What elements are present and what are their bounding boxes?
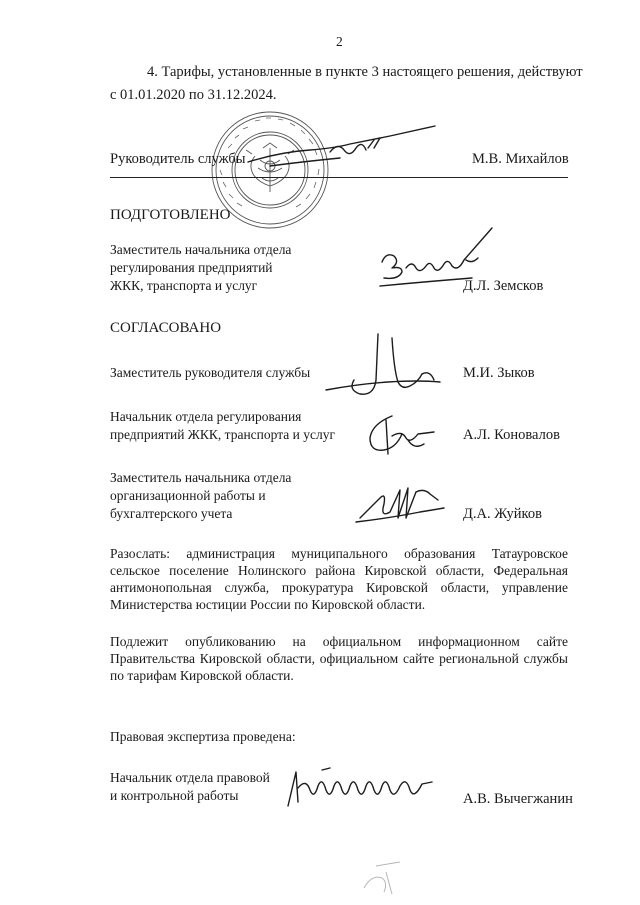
agreed-signer-1-position: Заместитель руководителя службы xyxy=(110,365,311,380)
legal-review-position-line-2: и контрольной работы xyxy=(110,788,239,803)
agreed-signer-1-signature xyxy=(318,330,448,405)
legal-review-position-line-1: Начальник отдела правовой xyxy=(110,770,270,785)
agreed-signer-3-position-line-2: организационной работы и xyxy=(110,488,266,503)
clause-4-line-2: с 01.01.2020 по 31.12.2024. xyxy=(110,87,277,103)
publication-notice: Подлежит опубликованию на официальном информационном сайте Правительства Кировской области, официальном сайте региональной службы по тарифам Кировской области. xyxy=(110,634,568,683)
prepared-position-line-3: ЖКК, транспорта и услуг xyxy=(110,278,258,293)
agreed-signer-2-signature xyxy=(362,410,442,460)
faint-ink-mark xyxy=(356,858,406,898)
clause-4-line-1: 4. Тарифы, установленные в пункте 3 настоящего решения, действуют xyxy=(147,64,583,80)
agreed-signer-3-signature xyxy=(350,478,450,528)
prepared-name: Д.Л. Земсков xyxy=(463,278,544,294)
prepared-position-line-2: регулирования предприятий xyxy=(110,260,273,275)
distribution-list: Разослать: администрация муниципального образования Татауровское сельское поселение Нолинского района Кировской области, Федеральная антимонопольная служба, прокуратура Кировской области, управление Министерства юстиции России по Кировской области. xyxy=(110,546,568,612)
agreed-signer-3-name: Д.А. Жуйков xyxy=(463,506,542,522)
head-position: Руководитель службы xyxy=(110,151,246,167)
legal-review-signature xyxy=(282,762,442,812)
legal-review-name: А.В. Вычегжанин xyxy=(463,791,573,807)
head-name: М.В. Михайлов xyxy=(472,151,569,167)
divider-line xyxy=(110,177,568,178)
agreed-signer-3-position-line-1: Заместитель начальника отдела xyxy=(110,470,292,485)
head-signature xyxy=(240,122,440,192)
agreed-signer-1-name: М.И. Зыков xyxy=(463,365,535,381)
page-number: 2 xyxy=(336,34,343,49)
agreed-signer-2-position-line-2: предприятий ЖКК, транспорта и услуг xyxy=(110,427,336,442)
prepared-position-line-1: Заместитель начальника отдела xyxy=(110,242,292,257)
agreed-signer-2-name: А.Л. Коновалов xyxy=(463,427,560,443)
prepared-signature xyxy=(372,222,502,292)
agreed-signer-3-position-line-3: бухгалтерского учета xyxy=(110,506,233,521)
agreed-signer-2-position-line-1: Начальник отдела регулирования xyxy=(110,409,302,424)
prepared-heading: ПОДГОТОВЛЕНО xyxy=(110,207,231,223)
legal-review-statement: Правовая экспертиза проведена: xyxy=(110,729,296,744)
agreed-heading: СОГЛАСОВАНО xyxy=(110,320,222,336)
